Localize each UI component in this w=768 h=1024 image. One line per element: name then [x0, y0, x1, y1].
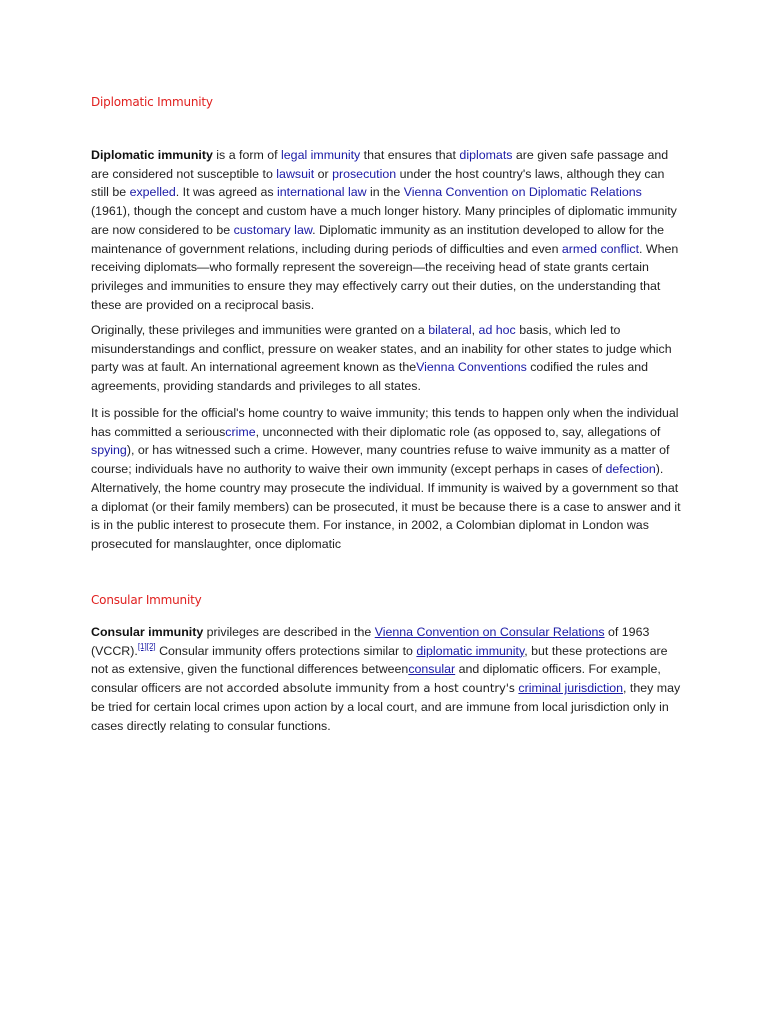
footnote-link-2[interactable]: [2]	[146, 641, 156, 651]
paragraph-history: Originally, these privileges and immunities were granted on a bilateral, ad hoc basis, which led to misunderstandings and conflict, pressure on weaker states, and an inability for other states to judge which party was at fault. An international agreement known as theVienna Conventions codified the rules and agreements, providing standards and privileges to all states.	[91, 323, 672, 394]
link-international-law[interactable]: international law	[277, 185, 367, 200]
heading-diplomatic-immunity: Diplomatic Immunity	[91, 95, 213, 109]
link-vienna-convention-diplomatic[interactable]: Vienna Convention on Diplomatic Relations	[403, 185, 642, 200]
term-diplomatic-immunity: Diplomatic immunity	[91, 148, 213, 162]
link-expelled[interactable]: expelled	[129, 185, 176, 200]
heading-consular-immunity: Consular Immunity	[91, 593, 202, 607]
link-ad-hoc[interactable]: ad hoc	[478, 323, 516, 337]
link-vienna-conventions[interactable]: Vienna Conventions	[416, 360, 527, 375]
link-prosecution[interactable]: prosecution	[332, 166, 397, 181]
link-armed-conflict[interactable]: armed conflict	[561, 241, 640, 256]
link-diplomats[interactable]: diplomats	[459, 148, 513, 162]
term-consular-immunity: Consular immunity	[91, 625, 204, 639]
link-lawsuit[interactable]: lawsuit	[276, 166, 315, 181]
paragraph-consular: Consular immunity privileges are described in the Vienna Convention on Consular Relations of 1963 (VCCR).[1][2] Consular immunity offers protections similar to diplomatic immunity, but these protections are not as extensive, given the functional differences betweenconsular and diplomatic officers. For example, consular officers are not accorded absolute immunity from a host country's criminal jurisdiction, they may be tried for certain local crimes upon action by a local court, and are immune from local jurisdiction only in cases directly relating to consular functions.	[91, 625, 681, 733]
link-diplomatic-immunity[interactable]: diplomatic immunity	[416, 643, 525, 658]
link-customary-law[interactable]: customary law	[233, 222, 313, 237]
link-criminal-jurisdiction[interactable]: criminal jurisdiction	[518, 681, 624, 696]
link-spying[interactable]: spying	[91, 443, 127, 458]
link-crime[interactable]: crime	[225, 424, 256, 439]
link-consular[interactable]: consular	[408, 662, 456, 677]
link-defection[interactable]: defection	[605, 462, 656, 477]
paragraph-diplomatic-definition: Diplomatic immunity is a form of legal immunity that ensures that diplomats are given safe passage and are considered not susceptible to lawsuit or prosecution under the host country's laws, although they can still be expelled. It was agreed as international law in the Vienna Convention on Diplomatic Relations (1961), though the concept and custom have a much longer history. Many principles of diplomatic immunity are now considered to be customary law. Diplomatic immunity as an institution developed to allow for the maintenance of government relations, including during periods of difficulties and even armed conflict. When receiving diplomats—who formally represent the sovereign—the receiving head of state grants certain privileges and immunities to ensure they may effectively carry out their duties, on the understanding that these are provided on a reciprocal basis.	[91, 148, 679, 312]
link-bilateral[interactable]: bilateral	[428, 323, 472, 337]
link-vienna-convention-consular[interactable]: Vienna Convention on Consular Relations	[374, 625, 605, 639]
link-legal-immunity[interactable]: legal immunity	[281, 148, 361, 162]
paragraph-waiver: It is possible for the official's home country to waive immunity; this tends to happen only when the individual has committed a seriouscrime, unconnected with their diplomatic role (as opposed to, say, allegations of spying), or has witnessed such a crime. However, many countries refuse to waive immunity as a matter of course; individuals have no authority to waive their own immunity (except perhaps in cases of defection). Alternatively, the home country may prosecute the individual. If immunity is waived by a government so that a diplomat (or their family members) can be prosecuted, it must be because there is a case to answer and it is in the public interest to prosecute them. For instance, in 2002, a Colombian diplomat in London was prosecuted for manslaughter, once diplomatic	[91, 406, 681, 551]
footnote-link-1[interactable]: [1]	[137, 641, 147, 651]
